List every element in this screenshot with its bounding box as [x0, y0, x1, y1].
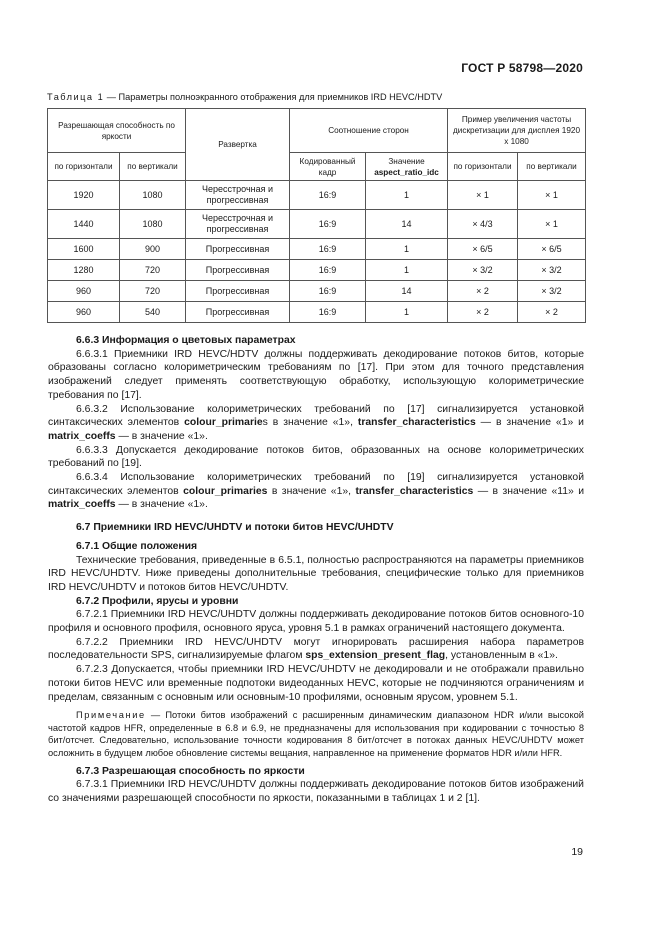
p6722-b: sps_extension_present_flag — [305, 650, 446, 662]
cell-up-h: × 4/3 — [448, 210, 518, 239]
paragraph-6-6-3-2 — [48, 403, 584, 444]
cell-h: 1920 — [48, 181, 120, 210]
cell-h: 960 — [48, 281, 120, 302]
header-scan: Развертка — [186, 109, 290, 181]
cell-scan: Чересстрочная и прогрессивная — [186, 210, 290, 239]
cell-coded: 16:9 — [290, 302, 366, 323]
paragraph-6-6-3-4 — [48, 471, 584, 512]
section-6-7-3-title: 6.7.3 Разрешающая способность по яркости — [76, 765, 305, 777]
note-text: — Потоки битов изображений с расширенным динамическим диапазоном HDR и/или высокой частотой кадров HFR, определенные в 6.8 и 6.9, не предназначены для использования при кодировании с точностью 8 бит/отсчет. Следовательно, использование точности кодирования 8 бит/отсчет в потоках данных HEVC/UHDTV может осложнить в будущем любое обновление системы вещания, направленное на применение форматов HDR и/или HFR. — [48, 710, 584, 759]
subheader-value-code: aspect_ratio_idc — [374, 167, 439, 177]
p6634-d: transfer_characteristics — [355, 485, 474, 497]
cell-h: 960 — [48, 302, 120, 323]
header-luma-resolution: Разрешающая способность по яркости — [48, 109, 186, 153]
cell-up-v: × 1 — [518, 210, 586, 239]
cell-up-v: × 6/5 — [518, 239, 586, 260]
cell-scan: Чересстрочная и прогрессивная — [186, 181, 290, 210]
cell-v: 720 — [120, 260, 186, 281]
p6632-d: transfer_characteristics — [357, 417, 476, 429]
p6634-b: colour_primaries — [183, 485, 268, 497]
section-6-7-2-title: 6.7.2 Профили, ярусы и уровни — [76, 595, 239, 607]
cell-coded: 16:9 — [290, 181, 366, 210]
cell-coded: 16:9 — [290, 239, 366, 260]
cell-scan: Прогрессивная — [186, 281, 290, 302]
cell-scan: Прогрессивная — [186, 260, 290, 281]
table-caption-prefix: Таблица 1 — [47, 92, 105, 102]
cell-up-v: × 3/2 — [518, 281, 586, 302]
cell-idc: 1 — [366, 239, 448, 260]
p6632-c: s в значение «1», — [262, 417, 358, 429]
cell-up-h: × 1 — [448, 181, 518, 210]
cell-up-h: × 6/5 — [448, 239, 518, 260]
p6632-e: — в значение «1» и — [475, 417, 584, 429]
display-parameters-table — [47, 108, 586, 323]
cell-up-h: × 3/2 — [448, 260, 518, 281]
cell-idc: 1 — [366, 260, 448, 281]
subheader-up-vertical: по вертикали — [518, 153, 586, 181]
p6632-f: matrix_coeffs — [48, 430, 116, 442]
cell-coded: 16:9 — [290, 281, 366, 302]
section-6-6-3-title: 6.6.3 Информация о цветовых параметрах — [76, 335, 296, 346]
subheader-up-horizontal: по горизонтали — [448, 153, 518, 181]
cell-idc: 1 — [366, 302, 448, 323]
p6632-g: — в значение «1». — [115, 430, 208, 442]
paragraph-6-6-3-3: 6.6.3.3 Допускается декодирование потоков битов, образованных на основе колориметрических требований по [19]. — [48, 444, 584, 470]
paragraph-6-6-3-1: 6.6.3.1 Приемники IRD HEVC/HDTV должны поддерживать декодирование потоков битов, которые образованы согласно колориметрическим требованиям по [17]. При этом для точного представления изображений следует применять соответствующую обработку, использующую колориметрические требования по [17]. — [48, 348, 584, 401]
cell-h: 1600 — [48, 239, 120, 260]
note-label: Примечание — [76, 710, 146, 721]
cell-up-v: × 2 — [518, 302, 586, 323]
table-caption-text: — Параметры полноэкранного отображения для приемников IRD HEVC/HDTV — [104, 92, 443, 102]
cell-h: 1440 — [48, 210, 120, 239]
cell-idc: 14 — [366, 281, 448, 302]
cell-coded: 16:9 — [290, 260, 366, 281]
subheader-value — [366, 153, 448, 181]
cell-idc: 14 — [366, 210, 448, 239]
cell-v: 1080 — [120, 210, 186, 239]
p6634-a: 6.6.3.4 Использование колориметрических требований по [19] сигнализируется установкой синтаксических элементов — [48, 472, 584, 497]
cell-v: 900 — [120, 239, 186, 260]
cell-v: 720 — [120, 281, 186, 302]
document-body — [48, 334, 585, 806]
cell-h: 1280 — [48, 260, 120, 281]
cell-v: 540 — [120, 302, 186, 323]
table-row — [48, 181, 586, 210]
table-row — [48, 260, 586, 281]
page-number: 19 — [571, 846, 583, 858]
p6634-c: в значение «1», — [267, 485, 356, 497]
p6634-e: — в значение «11» и — [473, 485, 585, 497]
paragraph-6-7-2-2 — [48, 636, 584, 663]
section-6-7-title: 6.7 Приемники IRD HEVC/UHDTV и потоки битов HEVC/UHDTV — [76, 522, 394, 534]
table-caption — [47, 92, 442, 102]
header-upsampling: Пример увеличения частоты дискретизации для дисплея 1920 х 1080 — [448, 109, 586, 153]
table-row — [48, 281, 586, 302]
p6632-b: colour_primarie — [184, 417, 263, 429]
note-paragraph — [48, 709, 584, 759]
cell-scan: Прогрессивная — [186, 239, 290, 260]
p6722-c: , установленным в «1». — [445, 650, 558, 662]
header-aspect-ratio: Соотношение сторон — [290, 109, 448, 153]
section-6-7-1-title: 6.7.1 Общие положения — [76, 540, 198, 552]
cell-up-h: × 2 — [448, 281, 518, 302]
subheader-coded-frame: Кодированный кадр — [290, 153, 366, 181]
cell-coded: 16:9 — [290, 210, 366, 239]
cell-idc: 1 — [366, 181, 448, 210]
subheader-horizontal: по горизонтали — [48, 153, 120, 181]
p6632-a: 6.6.3.2 Использование колориметрических требований по [17] сигнализируется установкой синтаксических элементов — [48, 403, 584, 429]
cell-up-h: × 2 — [448, 302, 518, 323]
paragraph-6-7-3-1: 6.7.3.1 Приемники IRD HEVC/UHDTV должны поддерживать декодирование потоков битов изображений со значениями разрешающей способности по яркости, показанными в таблицах 1 и 2 [1]. — [48, 779, 584, 805]
paragraph-6-7-1: Технические требования, приведенные в 6.5.1, полностью распространяются на параметры приемников IRD HEVC/UHDTV. Ниже приведены дополнительные требования, специфические только для приемников IRD HEVC/UHDTV и потоков битов HEVC/UHDTV. — [48, 554, 584, 593]
table-row — [48, 302, 586, 323]
subheader-value-label: Значение — [388, 156, 425, 166]
cell-v: 1080 — [120, 181, 186, 210]
cell-up-v: × 3/2 — [518, 260, 586, 281]
subheader-vertical: по вертикали — [120, 153, 186, 181]
table-row — [48, 210, 586, 239]
table-row — [48, 239, 586, 260]
cell-up-v: × 1 — [518, 181, 586, 210]
p6722-a: 6.7.2.2 Приемники IRD HEVC/UHDTV могут игнорировать расширения набора параметров последовательности SPS, сигнализируемые флагом — [48, 636, 584, 662]
p6634-f: matrix_coeffs — [48, 499, 116, 511]
cell-scan: Прогрессивная — [186, 302, 290, 323]
paragraph-6-7-2-1: 6.7.2.1 Приемники IRD HEVC/UHDTV должны поддерживать декодирование потоков битов основного-10 профиля и основного профиля, основного яруса, уровня 5.1 в рамках ограничений настоящего документа. — [48, 609, 584, 635]
paragraph-6-7-2-3: 6.7.2.3 Допускается, чтобы приемники IRD HEVC/UHDTV не декодировали и не отображали правильно потоки битов HEVC или временные подпотоки видеоданных HEVC, которые не подчиняются ограничениям и пределам, связанным с основным или основным-10 профилями, основным ярусом, уровнем 5.1. — [48, 664, 584, 703]
p6634-g: — в значение «1». — [115, 499, 208, 511]
standard-header: ГОСТ Р 58798—2020 — [461, 61, 583, 75]
